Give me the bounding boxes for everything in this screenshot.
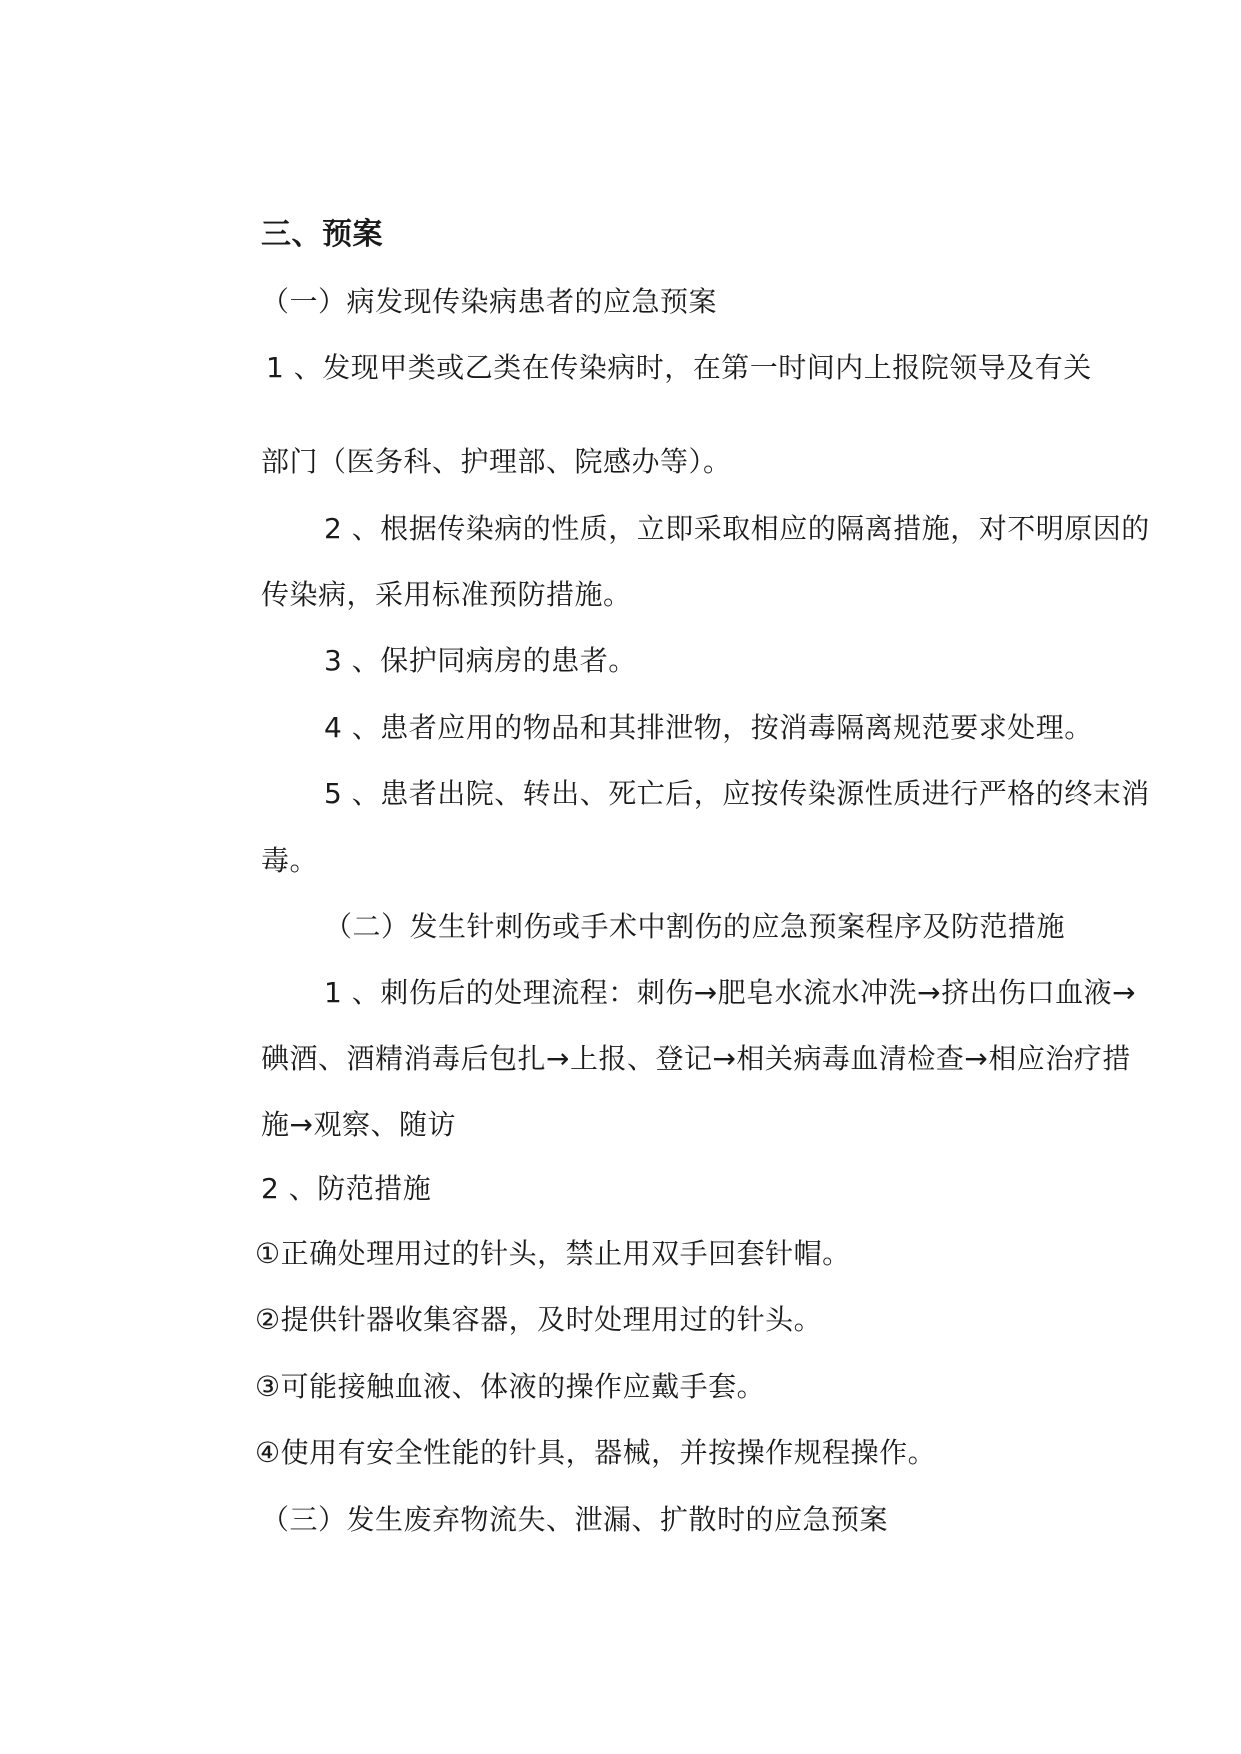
section-title-1: （一）病发现传染病患者的应急预案: [261, 285, 718, 318]
section-title-3: （三）发生废弃物流失、泄漏、扩散时的应急预案: [261, 1503, 889, 1536]
list-item: ③可能接触血液、体液的操作应戴手套。: [255, 1370, 766, 1403]
paragraph-line: 3 、保护同病房的患者。: [324, 644, 637, 677]
paragraph-line: 施→观察、随访: [261, 1108, 456, 1141]
list-item: ①正确处理用过的针头，禁止用双手回套针帽。: [255, 1237, 851, 1270]
paragraph-line: 传染病，采用标准预防措施。: [261, 578, 632, 611]
paragraph-line: 1 、发现甲类或乙类在传染病时，在第一时间内上报院领导及有关: [266, 351, 1092, 384]
list-item: ②提供针器收集容器，及时处理用过的针头。: [255, 1303, 823, 1336]
paragraph-line: 部门（医务科、护理部、院感办等）。: [261, 445, 732, 478]
list-item: ④使用有安全性能的针具，器械，并按操作规程操作。: [255, 1436, 937, 1469]
paragraph-line: 4 、患者应用的物品和其排泄物，按消毒隔离规范要求处理。: [324, 711, 1093, 744]
paragraph-line: 5 、患者出院、转出、死亡后，应按传染源性质进行严格的终末消: [324, 777, 1150, 810]
paragraph-line: 毒。: [261, 844, 319, 877]
paragraph-line: 2 、防范措施: [261, 1172, 432, 1205]
paragraph-line: 2 、根据传染病的性质，立即采取相应的隔离措施，对不明原因的: [324, 512, 1150, 545]
section-title-2: （二）发生针刺伤或手术中割伤的应急预案程序及防范措施: [324, 910, 1066, 943]
paragraph-line: 1 、刺伤后的处理流程：刺伤→肥皂水流水冲洗→挤出伤口血液→: [324, 976, 1137, 1009]
paragraph-line: 碘酒、酒精消毒后包扎→上报、登记→相关病毒血清检查→相应治疗措: [261, 1042, 1131, 1075]
page-heading: 三、预案: [261, 217, 383, 252]
